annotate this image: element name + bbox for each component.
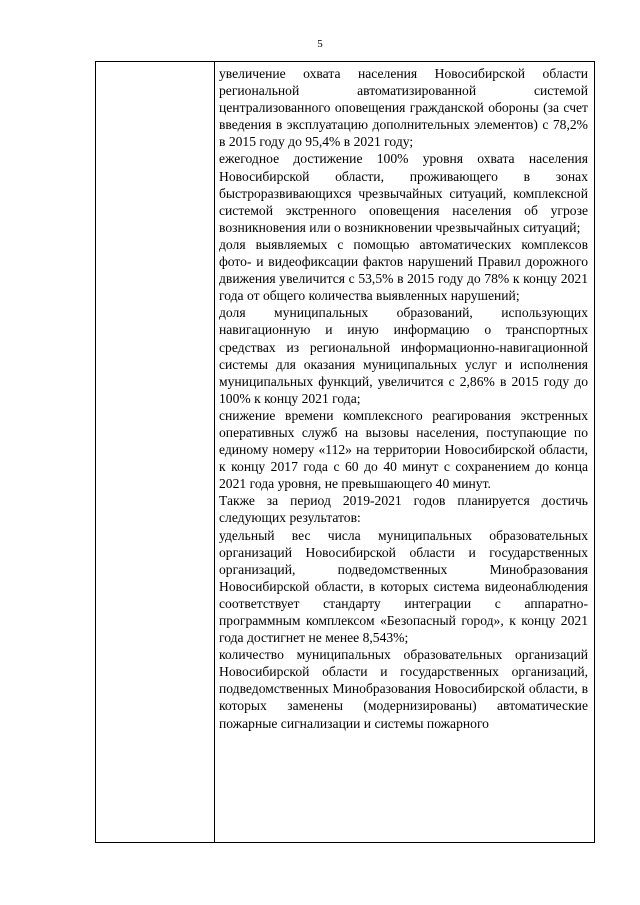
table-right-cell — [219, 65, 588, 842]
paragraph-results-intro: Также за период 2019-2021 годов планируется достичь следующих результатов: — [219, 493, 588, 526]
paragraph-navigation-info: доля муниципальных образований, использующих навигационную и иную информацию о транспортных средствах из региональной информационно-навигационной системы для оказания муниципальных услуг и исполнения муниципальных функций, увеличится с 2,86% в 2015 году до 100% к концу 2021 года; — [219, 305, 588, 406]
column-divider — [214, 62, 215, 842]
paragraph-video-surveillance: удельный вес числа муниципальных образовательных организаций Новосибирской области и государственных организаций, подведомственных Минобразования Новосибирской области, в которых система видеонаблюдения соответствует стандарту интеграции с аппаратно-программным комплексом «Безопасный город», к концу 2021 года достигнет не менее 8,543%; — [219, 527, 588, 646]
document-table — [95, 61, 595, 843]
paragraph-alert-coverage: увеличение охвата населения Новосибирской области региональной автоматизированной системой централизованного оповещения гражданской обороны (за счет введения в эксплуатацию дополнительных элементов) с 78,2% в 2015 году до 95,4% в 2021 году; — [219, 66, 588, 150]
paragraph-traffic-violations: доля выявляемых с помощью автоматических комплексов фото- и видеофиксации фактов нарушений Правил дорожного движения увеличится с 53,5% в 2015 году до 78% к концу 2021 года от общего количества выявленных нарушений; — [219, 236, 588, 304]
page-number: 5 — [317, 38, 323, 50]
paragraph-emergency-notification: ежегодное достижение 100% уровня охвата населения Новосибирской области, проживающего в зонах быстроразвивающихся чрезвычайных ситуаций, комплексной системой экстренного оповещения населения об угрозе возникновения или о возникновении чрезвычайных ситуаций; — [219, 151, 588, 235]
paragraph-112-response: снижение времени комплексного реагирования экстренных оперативных служб на вызовы населения, поступающие по единому номеру «112» на территории Новосибирской области, к концу 2017 года с 60 до 40 минут с сохранением до конца 2021 года уровня, не превышающего 40 минут. — [219, 407, 588, 492]
paragraph-fire-alarm: количество муниципальных образовательных организаций Новосибирской области и государственных организаций, подведомственных Минобразования Новосибирской области, в которых заменены (модернизированы) автоматические пожарные сигнализации и системы пожарного — [219, 647, 588, 731]
table-left-cell — [96, 62, 214, 842]
